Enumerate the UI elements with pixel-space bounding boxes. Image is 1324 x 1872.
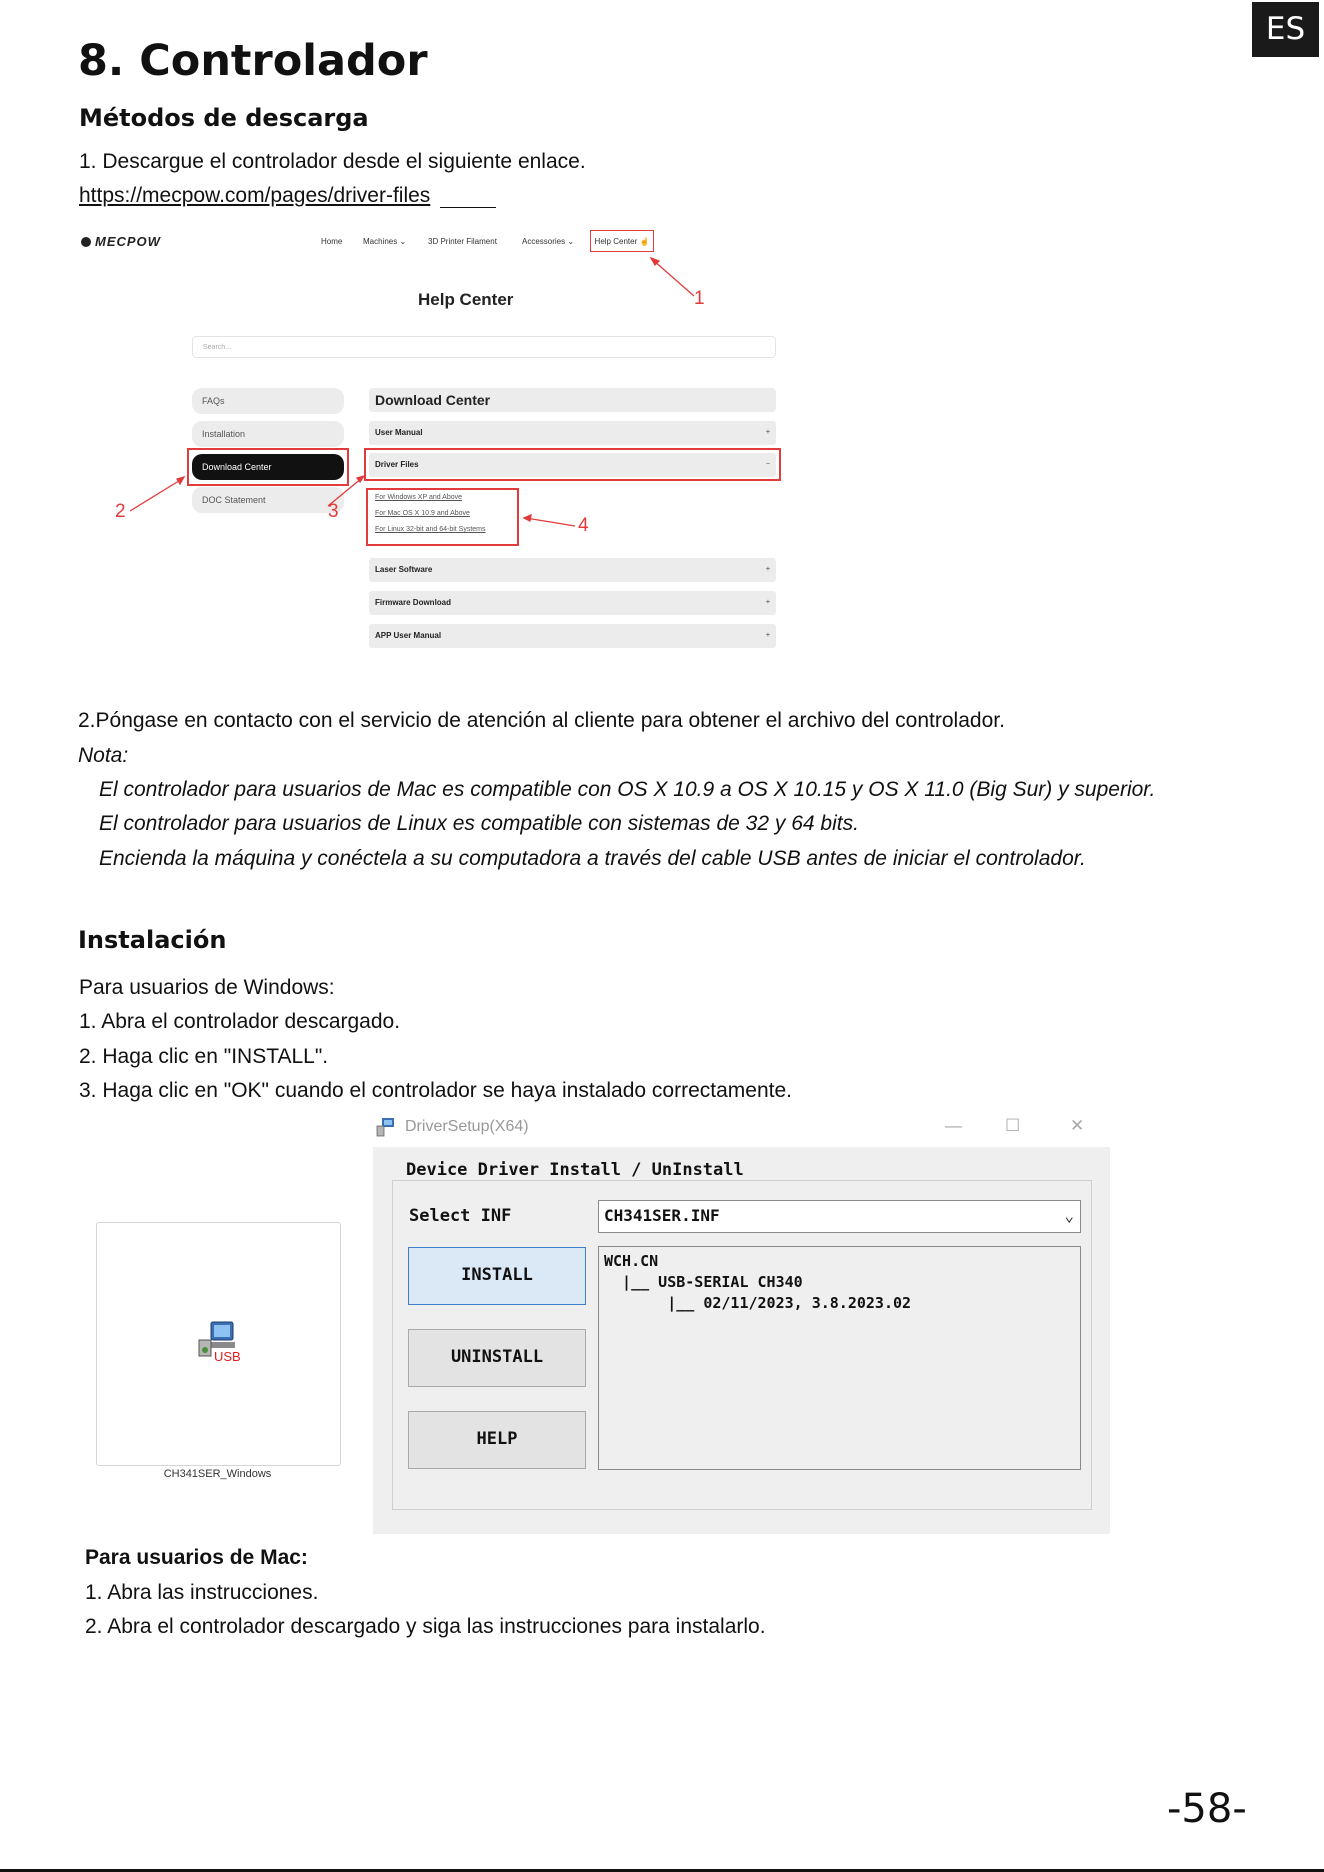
note-linux: El controlador para usuarios de Linux es compatible con sistemas de 32 y 64 bits. [99,812,859,835]
plus-icon: + [765,599,770,606]
nav-filament[interactable]: 3D Printer Filament [428,237,497,246]
usb-label: USB [214,1349,241,1364]
row-laser-software-label: Laser Software [375,565,433,574]
info-line-vendor: WCH.CN [604,1252,659,1270]
windows-step-1: 1. Abra el controlador descargado. [79,1010,401,1033]
driver-file-tile[interactable] [96,1222,341,1466]
inf-select-value: CH341SER.INF [604,1206,720,1225]
row-firmware-download-label: Firmware Download [375,598,452,607]
inf-select[interactable] [598,1200,1081,1233]
window-title: DriverSetup(X64) [405,1118,529,1135]
mac-step-1: 1. Abra las instrucciones. [85,1581,319,1604]
nav-accessories[interactable]: Accessories ⌄ [522,237,575,246]
sidebar-doc-statement[interactable]: DOC Statement [192,487,344,513]
plus-icon: + [765,429,770,436]
group-legend: Device Driver Install / UnInstall [402,1160,748,1180]
download-heading: Métodos de descarga [79,104,369,132]
windows-label: Para usuarios de Windows: [79,976,335,999]
callout-1: 1 [694,288,705,309]
info-line-version: |__ 02/11/2023, 3.8.2023.02 [604,1294,912,1312]
callout-2: 2 [115,501,126,522]
nav-machines[interactable]: Machines ⌄ [363,237,407,246]
note-usb: Encienda la máquina y conéctela a su computadora a través del cable USB antes de iniciar el controlador. [99,847,1086,870]
mac-label: Para usuarios de Mac: [85,1546,308,1569]
select-inf-label: Select INF [409,1206,512,1226]
page-number: -58- [1167,1786,1247,1832]
callout-4: 4 [578,515,589,536]
nav-home[interactable]: Home [321,237,343,246]
note-label: Nota: [78,744,129,767]
link-underline-tail [440,207,496,208]
info-line-device: |__ USB-SERIAL CH340 [604,1273,803,1291]
callout-3: 3 [328,501,339,522]
driver-files-link[interactable]: https://mecpow.com/pages/driver-files [79,184,431,207]
sidebar-faqs[interactable]: FAQs [192,388,344,414]
windows-step-3: 3. Haga clic en "OK" cuando el controlador se haya instalado correctamente. [79,1079,792,1102]
page-title: 8. Controlador [78,36,428,86]
row-user-manual-label: User Manual [375,428,423,437]
minus-icon: − [765,461,770,468]
callout-arrows [78,228,788,660]
link-windows-driver[interactable]: For Windows XP and Above [375,494,463,501]
nav-help-center-label: Help Center [594,237,638,246]
help-button[interactable]: HELP [408,1411,586,1469]
minimize-icon[interactable]: — [945,1116,962,1135]
help-search-input[interactable]: Search... [192,336,776,358]
row-app-user-manual-label: APP User Manual [375,631,442,640]
hand-icon: ☝ [639,237,650,246]
help-center-title: Help Center [418,290,514,309]
app-icon [376,1117,396,1137]
link-mac-driver[interactable]: For Mac OS X 10.9 and Above [375,510,470,517]
row-driver-files-label: Driver Files [375,460,419,469]
chevron-down-icon: ⌄ [1064,1206,1074,1225]
driver-file-name: CH341SER_Windows [163,1468,272,1480]
download-step-1: 1. Descargue el controlador desde el siguiente enlace. [79,150,586,173]
windows-step-2: 2. Haga clic en "INSTALL". [79,1045,329,1068]
install-heading: Instalación [78,926,227,954]
logo-text: MECPOW [95,234,161,249]
driver-info-box [598,1246,1081,1470]
website-screenshot [78,228,788,660]
plus-icon: + [765,632,770,639]
note-mac: El controlador para usuarios de Mac es compatible con OS X 10.9 a OS X 10.15 y OS X 11.0 (Big Sur) y superior. [99,778,1156,801]
download-center-title: Download Center [369,388,776,412]
install-button[interactable]: INSTALL [408,1247,586,1305]
sidebar-download-center[interactable]: Download Center [192,454,344,480]
sidebar-installation[interactable]: Installation [192,421,344,447]
maximize-icon[interactable]: ☐ [1005,1116,1021,1135]
mac-step-2: 2. Abra el controlador descargado y siga las instrucciones para instalarlo. [85,1615,766,1638]
uninstall-button[interactable]: UNINSTALL [408,1329,586,1387]
plus-icon: + [765,566,770,573]
close-icon[interactable]: ✕ [1070,1116,1085,1135]
language-badge: ES [1252,2,1319,57]
download-step-2: 2.Póngase en contacto con el servicio de atención al cliente para obtener el archivo del controlador. [78,709,1005,732]
link-linux-driver[interactable]: For Linux 32-bit and 64-bit Systems [375,526,486,533]
